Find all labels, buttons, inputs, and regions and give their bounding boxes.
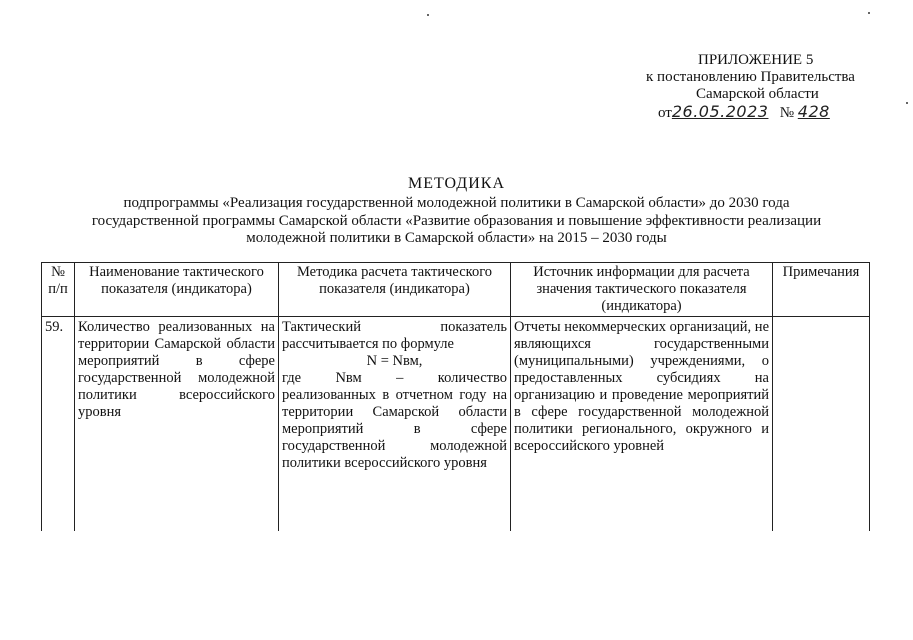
handwritten-number: 428 — [797, 102, 830, 121]
appendix-title: ПРИЛОЖЕНИЕ 5 — [698, 52, 814, 68]
header-num: № п/п — [42, 263, 75, 317]
subtitle-line: молодежной политики в Самарской области» на 2015 – 2030 годы — [246, 230, 667, 246]
document-subtitle — [60, 195, 853, 248]
table-row — [42, 317, 870, 532]
method-formula: N = Nвм, — [366, 353, 423, 369]
row-note — [773, 317, 870, 532]
row-method — [279, 317, 511, 532]
document-title: МЕТОДИКА — [407, 175, 505, 192]
subtitle-line: государственной программы Самарской области «Развитие образования и повышение эффективности реализации — [91, 212, 822, 229]
number-prefix: № — [779, 105, 795, 121]
appendix-decree-line: к постановлению Правительства — [646, 69, 855, 85]
header-method: Методика расчета тактического показателя (индикатора) — [279, 263, 511, 317]
appendix-date-line — [658, 103, 830, 122]
subtitle-line: подпрограммы «Реализация государственной молодежной политики в Самарской области» до 2030 года — [123, 195, 790, 211]
scan-speck — [868, 12, 870, 14]
method-explain: где Nвм – количество реализованных в отчетном году на территории Самарской области мероприятий в сфере государственной молодежной политики всероссийского уровня — [282, 370, 507, 471]
scan-speck — [427, 14, 429, 16]
row-source: Отчеты некоммерческих организаций, не являющихся государственными (муниципальными) учреждениями, о предоставленных субсидиях на организацию и проведение мероприятий в сфере государственной молодежной политики регионального, окружного и всероссийского уровней — [511, 317, 773, 532]
scan-speck — [906, 102, 908, 104]
handwritten-date: 26.05.2023 — [671, 102, 769, 121]
row-num: 59. — [42, 317, 75, 532]
header-note: Примечания — [773, 263, 870, 317]
methods-table — [41, 262, 870, 531]
appendix-region-line: Самарской области — [696, 86, 819, 102]
table-header-row — [42, 263, 870, 317]
method-intro: Тактический показатель рассчитывается по формуле — [282, 319, 507, 352]
header-name: Наименование тактического показателя (индикатора) — [75, 263, 279, 317]
date-prefix: от — [658, 105, 672, 121]
row-indicator-name: Количество реализованных на территории Самарской области мероприятий в сфере государственной молодежной политики всероссийского уровня — [75, 317, 279, 532]
header-source: Источник информации для расчета значения тактического показателя (индикатора) — [511, 263, 773, 317]
